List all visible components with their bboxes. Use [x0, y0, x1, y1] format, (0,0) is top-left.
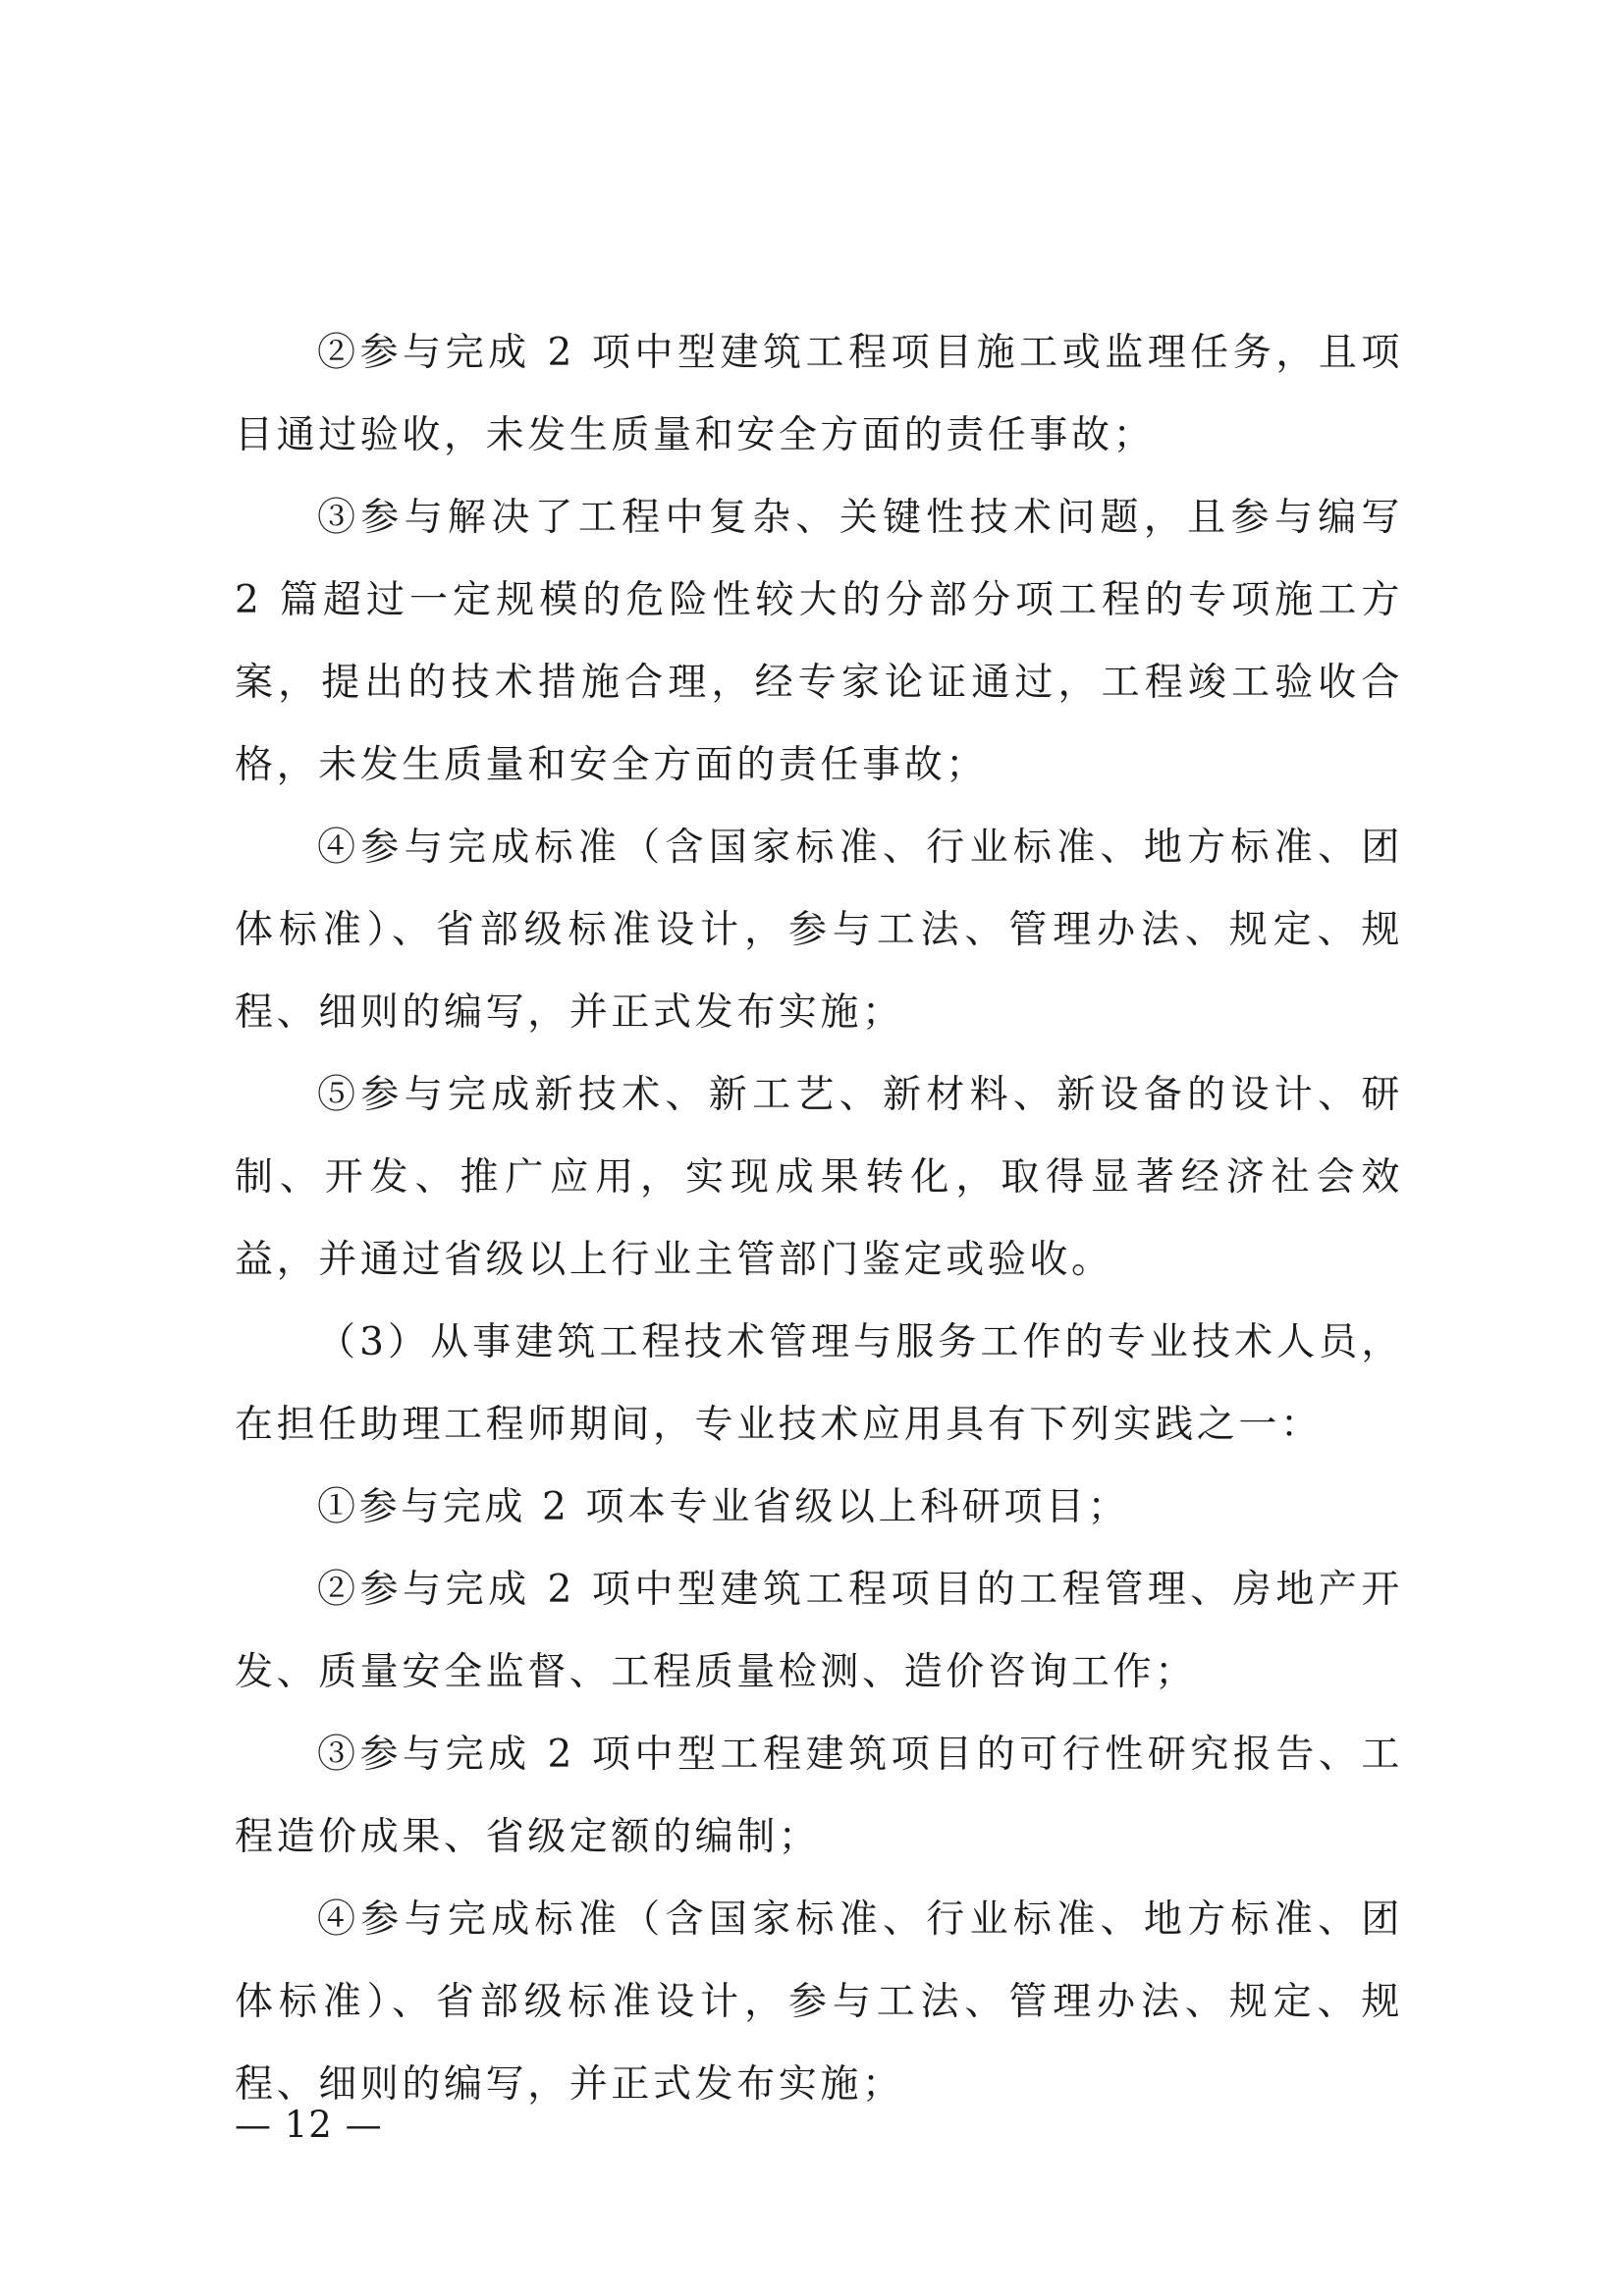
paragraph-item-2-management: ②参与完成 2 项中型建筑工程项目的工程管理、房地产开发、质量安全监督、工程质量检测、造价咨询工作；: [235, 1568, 1403, 1694]
paragraph-item-4-standards-repeat: ④参与完成标准（含国家标准、行业标准、地方标准、团体标准）、省部级标准设计，参与工法、管理办法、规定、规程、细则的编写，并正式发布实施；: [235, 1897, 1403, 2107]
paragraph-item-3-feasibility: ③参与完成 2 项中型工程建筑项目的可行性研究报告、工程造价成果、省级定额的编制；: [235, 1733, 1403, 1859]
paragraph-section-3-heading: （3）从事建筑工程技术管理与服务工作的专业技术人员，在担任助理工程师期间，专业技术应用具有下列实践之一：: [235, 1320, 1403, 1447]
paragraph-item-1-research: ①参与完成 2 项本专业省级以上科研项目；: [317, 1485, 1130, 1529]
paragraph-item-2-construction-supervision: ②参与完成 2 项中型建筑工程项目施工或监理任务，且项目通过验收，未发生质量和安全方面的责任事故；: [235, 331, 1403, 457]
paragraph-item-4-standards: ④参与完成标准（含国家标准、行业标准、地方标准、团体标准）、省部级标准设计，参与工法、管理办法、规定、规程、细则的编写，并正式发布实施；: [235, 826, 1403, 1035]
page-number: — 12 —: [235, 2104, 383, 2146]
paragraph-item-5-new-technology: ⑤参与完成新技术、新工艺、新材料、新设备的设计、研制、开发、推广应用，实现成果转化，取得显著经济社会效益，并通过省级以上行业主管部门鉴定或验收。: [235, 1073, 1403, 1282]
paragraph-item-3-technical-problems: ③参与解决了工程中复杂、关键性技术问题，且参与编写 2 篇超过一定规模的危险性较大的分部分项工程的专项施工方案，提出的技术措施合理，经专家论证通过，工程竣工验收合格，未发生质量和安全方面的责任事故；: [235, 496, 1403, 787]
body-text: [235, 312, 1403, 2126]
